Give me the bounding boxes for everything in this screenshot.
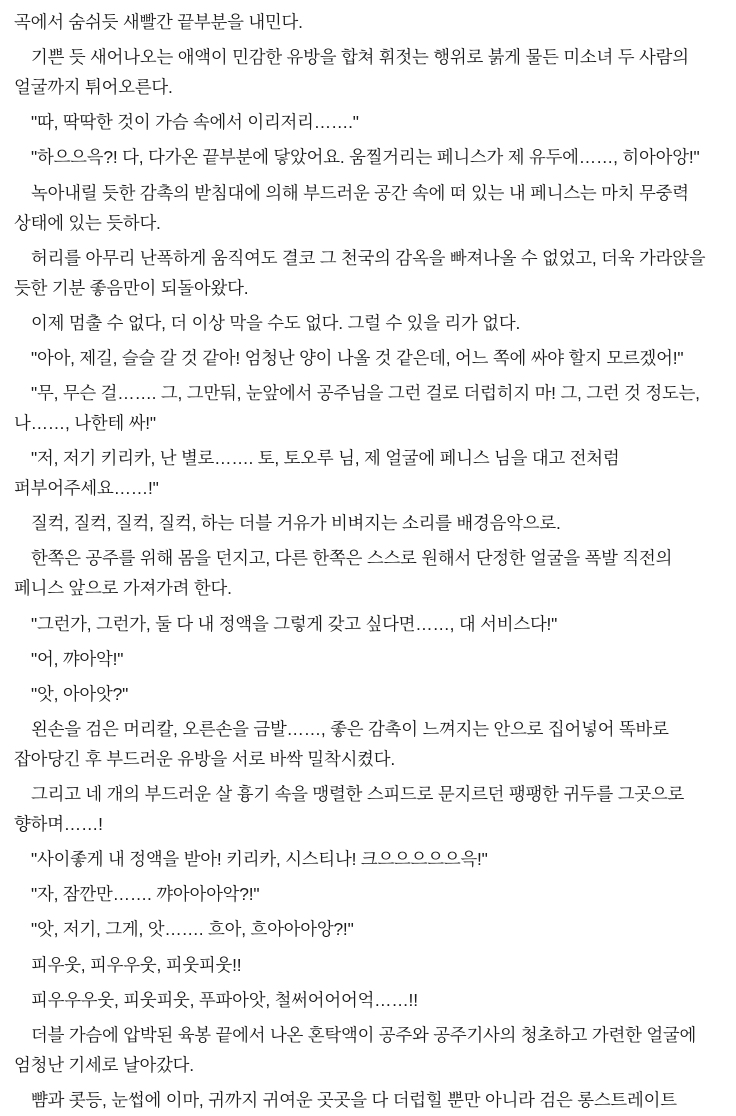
paragraph: "하으으윽?! 다, 다가온 끝부분에 닿았어요. 움찔거리는 페니스가 제 유두에……, 히아아앙!": [31, 147, 700, 168]
paragraph: 녹아내릴 듯한 감촉의 받침대에 의해 부드러운 공간 속에 떠 있는 내 페니스는 마치 무중력 상태에 있는 듯하다.: [14, 182, 694, 233]
paragraph: "사이좋게 내 정액을 받아! 키리카, 시스티나! 크으으으으으윽!": [31, 849, 488, 870]
paragraph: "앗, 아아앗?": [31, 683, 129, 704]
paragraph: 곡에서 숨쉬듯 새빨간 끝부분을 내민다.: [14, 12, 303, 32]
paragraph: 기쁜 듯 새어나오는 애액이 민감한 유방을 합쳐 휘젓는 행위로 붉게 물든 미소녀 두 사람의 얼굴까지 튀어오른다.: [14, 47, 694, 98]
paragraph: 뺨과 콧등, 눈썹에 이마, 귀까지 귀여운 곳곳을 다 더럽힐 뿐만 아니라 검은 롱스트레이트: [31, 1090, 677, 1111]
paragraph: 피우웃, 피우우웃, 피웃피웃!!: [31, 954, 242, 975]
paragraph: "따, 딱딱한 것이 가슴 속에서 이리저리…….": [31, 112, 359, 133]
paragraph: 더블 가슴에 압박된 육봉 끝에서 나온 혼탁액이 공주와 공주기사의 청초하고 가련한 얼굴에 엄청난 기세로 날아갔다.: [14, 1024, 701, 1075]
paragraph: 허리를 아무리 난폭하게 움직여도 결코 그 천국의 감옥을 빠져나올 수 없었고, 더욱 가라앉을 듯한 기분 좋음만이 되돌아왔다.: [14, 247, 711, 298]
paragraph: "저, 저기 키리카, 난 별로……. 토, 토오루 님, 제 얼굴에 페니스 님을 대고 전처럼 퍼부어주세요……!": [14, 448, 625, 499]
paragraph: 피우우우웃, 피웃피웃, 푸파아앗, 철써어어어억……!!: [31, 989, 418, 1010]
paragraph: 그리고 네 개의 부드러운 살 흉기 속을 맹렬한 스피드로 문지르던 팽팽한 귀두를 그곳으로 향하며……!: [14, 784, 689, 834]
paragraph: "그런가, 그런가, 둘 다 내 정액을 그렇게 갖고 싶다면……, 대 서비스다!": [31, 613, 558, 634]
paragraph: "자, 잠깐만……. 꺄아아아악?!": [31, 884, 260, 905]
paragraph: 질컥, 질컥, 질컥, 질컥, 하는 더블 거유가 비벼지는 소리를 배경음악으로.: [31, 513, 561, 534]
paragraph: "아아, 제길, 슬슬 갈 것 같아! 엄청난 양이 나올 것 같은데, 어느 쪽에 싸야 할지 모르겠어!": [31, 347, 684, 368]
paragraph: "어, 꺄아악!": [31, 648, 124, 669]
paragraph: 이제 멈출 수 없다, 더 이상 막을 수도 없다. 그럴 수 있을 리가 없다.: [31, 312, 521, 333]
paragraph: "무, 무슨 걸……. 그, 그만둬, 눈앞에서 공주님을 그런 걸로 더럽히지 마! 그, 그런 것 정도는, 나……, 나한테 싸!": [14, 383, 705, 433]
paragraph: "앗, 저기, 그게, 앗……. 흐아, 흐아아아앙?!": [31, 919, 354, 940]
paragraph: 한쪽은 공주를 위해 몸을 던지고, 다른 한쪽은 스스로 원해서 단정한 얼굴을 폭발 직전의 페니스 앞으로 가져가려 한다.: [14, 548, 677, 599]
paragraph: 왼손을 검은 머리칼, 오른손을 금발……, 좋은 감촉이 느껴지는 안으로 집어넣어 똑바로 잡아당긴 후 부드러운 유방을 서로 바싹 밀착시켰다.: [14, 718, 674, 769]
